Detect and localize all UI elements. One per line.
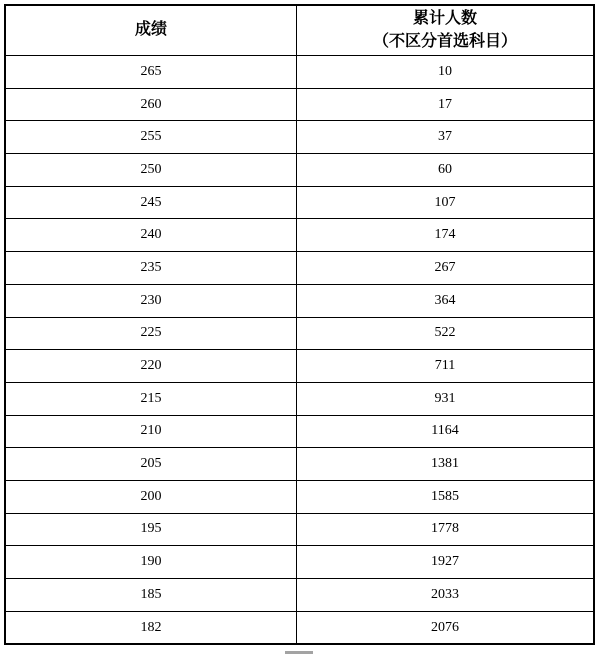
table-body	[5, 56, 594, 645]
table-row	[5, 317, 594, 350]
score-cell: 195	[5, 513, 297, 546]
score-cell: 230	[5, 284, 297, 317]
table-row	[5, 611, 594, 644]
count-cell: 1778	[297, 513, 594, 546]
score-cell: 225	[5, 317, 297, 350]
count-cell: 1927	[297, 546, 594, 579]
count-cell: 17	[297, 88, 594, 121]
table-row	[5, 154, 594, 187]
table-row	[5, 88, 594, 121]
count-cell: 711	[297, 350, 594, 383]
count-cell: 60	[297, 154, 594, 187]
table-row	[5, 252, 594, 285]
score-cell: 200	[5, 480, 297, 513]
count-cell: 107	[297, 186, 594, 219]
table-header	[5, 5, 594, 56]
count-column-label: 累计人数	[413, 10, 478, 28]
table-row	[5, 415, 594, 448]
count-cell: 10	[297, 56, 594, 89]
table-row	[5, 186, 594, 219]
score-cell: 235	[5, 252, 297, 285]
score-cell: 205	[5, 448, 297, 481]
table-row	[5, 448, 594, 481]
header-cell-score	[5, 5, 297, 56]
count-cell: 931	[297, 382, 594, 415]
table-row	[5, 350, 594, 383]
score-cell: 190	[5, 546, 297, 579]
count-cell: 1164	[297, 415, 594, 448]
score-cell: 240	[5, 219, 297, 252]
count-cell: 364	[297, 284, 594, 317]
score-cell: 215	[5, 382, 297, 415]
table-row	[5, 56, 594, 89]
count-cell: 522	[297, 317, 594, 350]
header-cell-count	[297, 5, 594, 56]
score-cell: 210	[5, 415, 297, 448]
score-cell: 255	[5, 121, 297, 154]
table-row	[5, 219, 594, 252]
score-cell: 265	[5, 56, 297, 89]
table-row	[5, 546, 594, 579]
count-cell: 267	[297, 252, 594, 285]
count-column-sublabel: （不区分首选科目）	[373, 32, 518, 50]
count-cell: 2033	[297, 579, 594, 612]
table-row	[5, 121, 594, 154]
score-cell: 250	[5, 154, 297, 187]
horizontal-scrollbar-thumb[interactable]	[285, 651, 313, 654]
score-cell: 182	[5, 611, 297, 644]
count-cell: 1381	[297, 448, 594, 481]
count-cell: 2076	[297, 611, 594, 644]
score-cell: 220	[5, 350, 297, 383]
table-row	[5, 382, 594, 415]
score-column-label: 成绩	[135, 21, 168, 39]
score-distribution-table	[4, 4, 595, 645]
table-row	[5, 480, 594, 513]
header-row	[5, 5, 594, 56]
count-cell: 1585	[297, 480, 594, 513]
table-row	[5, 579, 594, 612]
score-cell: 260	[5, 88, 297, 121]
score-cell: 245	[5, 186, 297, 219]
count-cell: 174	[297, 219, 594, 252]
score-cell: 185	[5, 579, 297, 612]
count-cell: 37	[297, 121, 594, 154]
table-row	[5, 513, 594, 546]
table-row	[5, 284, 594, 317]
